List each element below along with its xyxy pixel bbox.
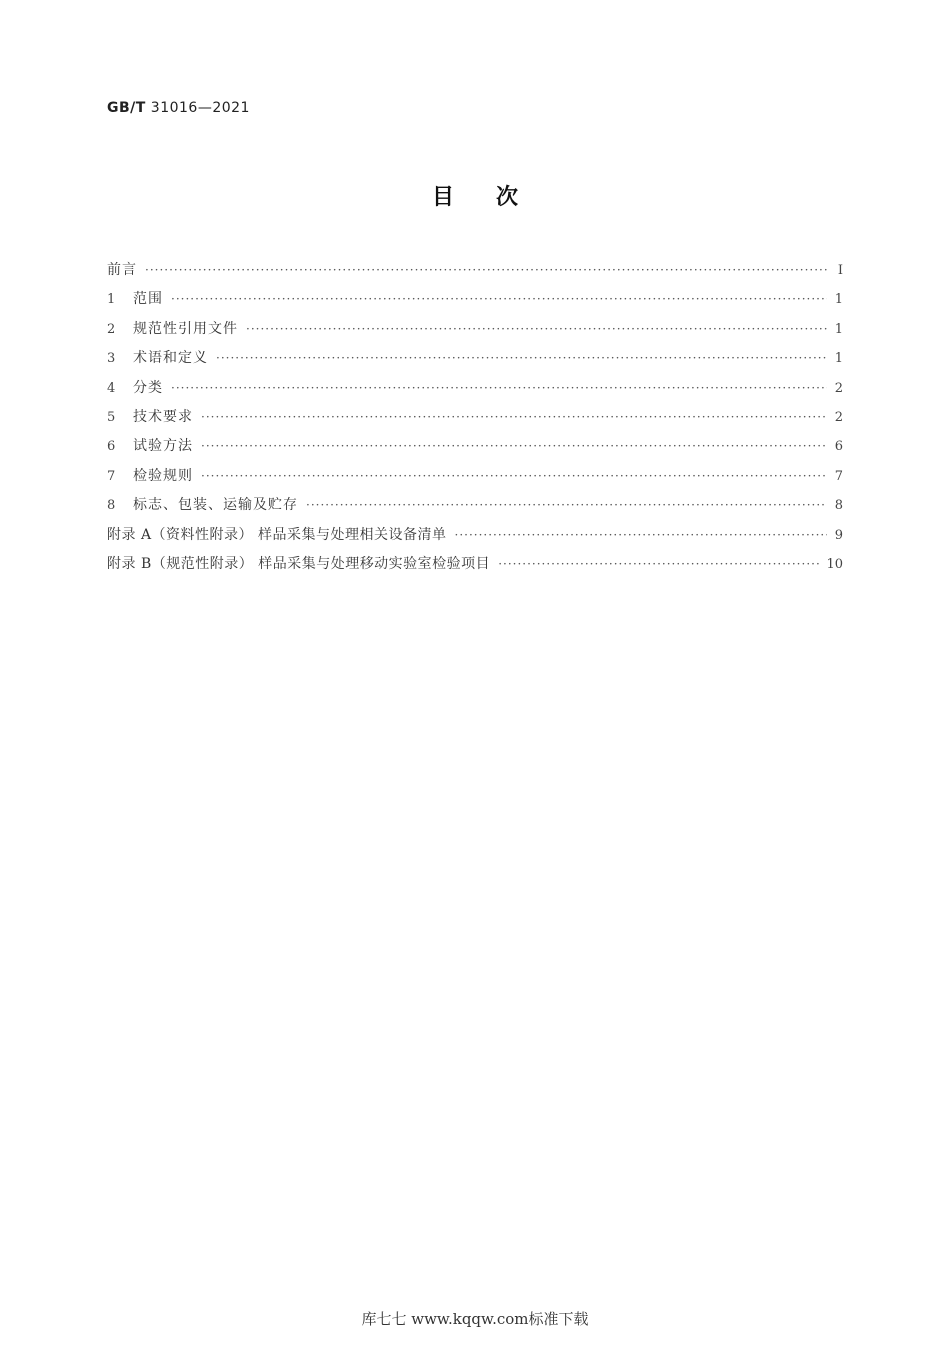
toc-entry-text: 规范性引用文件 <box>133 320 238 337</box>
toc-page-number: 1 <box>834 351 843 367</box>
toc-section-number: 2 <box>107 321 116 337</box>
toc-entry-annex-a[interactable] <box>107 524 843 553</box>
footer-watermark: 库七七 www.kqqw.com标准下载 <box>361 1310 589 1328</box>
toc-section-number: 5 <box>107 409 116 425</box>
toc-entry-7[interactable] <box>107 465 843 494</box>
toc-entry-1[interactable] <box>107 288 843 317</box>
toc-leader-dots <box>455 528 827 542</box>
toc-entry-text: 附录 B（规范性附录） 样品采集与处理移动实验室检验项目 <box>107 555 491 572</box>
toc-page-number: 1 <box>834 321 843 337</box>
toc-entry-annex-b[interactable] <box>107 553 843 582</box>
toc-entry-text: 试验方法 <box>133 438 193 455</box>
table-of-contents <box>107 259 843 582</box>
toc-section-number: 1 <box>107 292 116 308</box>
toc-leader-dots <box>216 351 827 365</box>
toc-section-number: 4 <box>107 380 116 396</box>
toc-entry-text: 前言 <box>107 262 137 278</box>
toc-entry-foreword[interactable] <box>107 259 843 288</box>
toc-leader-dots <box>201 439 827 453</box>
toc-entry-2[interactable] <box>107 318 843 347</box>
toc-section-number: 3 <box>107 351 116 367</box>
toc-page-number: 2 <box>834 409 843 425</box>
toc-section-number: 6 <box>107 439 116 455</box>
toc-entry-text: 标志、包装、运输及贮存 <box>133 497 298 514</box>
toc-leader-dots <box>201 410 827 424</box>
toc-leader-dots <box>171 381 827 395</box>
toc-leader-dots <box>246 322 827 336</box>
toc-entry-text: 分类 <box>133 379 163 396</box>
toc-entry-text: 技术要求 <box>133 408 193 425</box>
toc-leader-dots <box>498 557 820 571</box>
toc-section-number: 7 <box>107 468 116 484</box>
toc-entry-4[interactable] <box>107 377 843 406</box>
toc-entry-text: 范围 <box>133 291 163 308</box>
standard-code <box>107 100 250 116</box>
toc-entry-6[interactable] <box>107 435 843 464</box>
toc-page-number: 10 <box>826 556 843 572</box>
toc-leader-dots <box>171 292 827 306</box>
page-title: 目次 <box>431 185 560 210</box>
toc-leader-dots <box>306 498 827 512</box>
toc-leader-dots <box>201 469 827 483</box>
toc-page-number: 9 <box>834 527 843 543</box>
standard-prefix: GB/T <box>107 100 146 116</box>
toc-leader-dots <box>145 263 827 277</box>
toc-entry-3[interactable] <box>107 347 843 376</box>
toc-entry-text: 检验规则 <box>133 467 193 484</box>
standard-number: 31016—2021 <box>150 100 250 116</box>
toc-section-number: 8 <box>107 498 116 514</box>
toc-entry-8[interactable] <box>107 494 843 523</box>
toc-entry-text: 附录 A（资料性附录） 样品采集与处理相关设备清单 <box>107 526 447 543</box>
toc-page-number: 8 <box>834 498 843 514</box>
toc-page-number: 6 <box>834 439 843 455</box>
toc-page-number: 1 <box>834 292 843 308</box>
toc-entry-5[interactable] <box>107 406 843 435</box>
toc-entry-text: 术语和定义 <box>133 350 208 367</box>
toc-page-number: 7 <box>834 468 843 484</box>
toc-page-number: Ⅰ <box>837 263 843 278</box>
toc-page-number: 2 <box>834 380 843 396</box>
